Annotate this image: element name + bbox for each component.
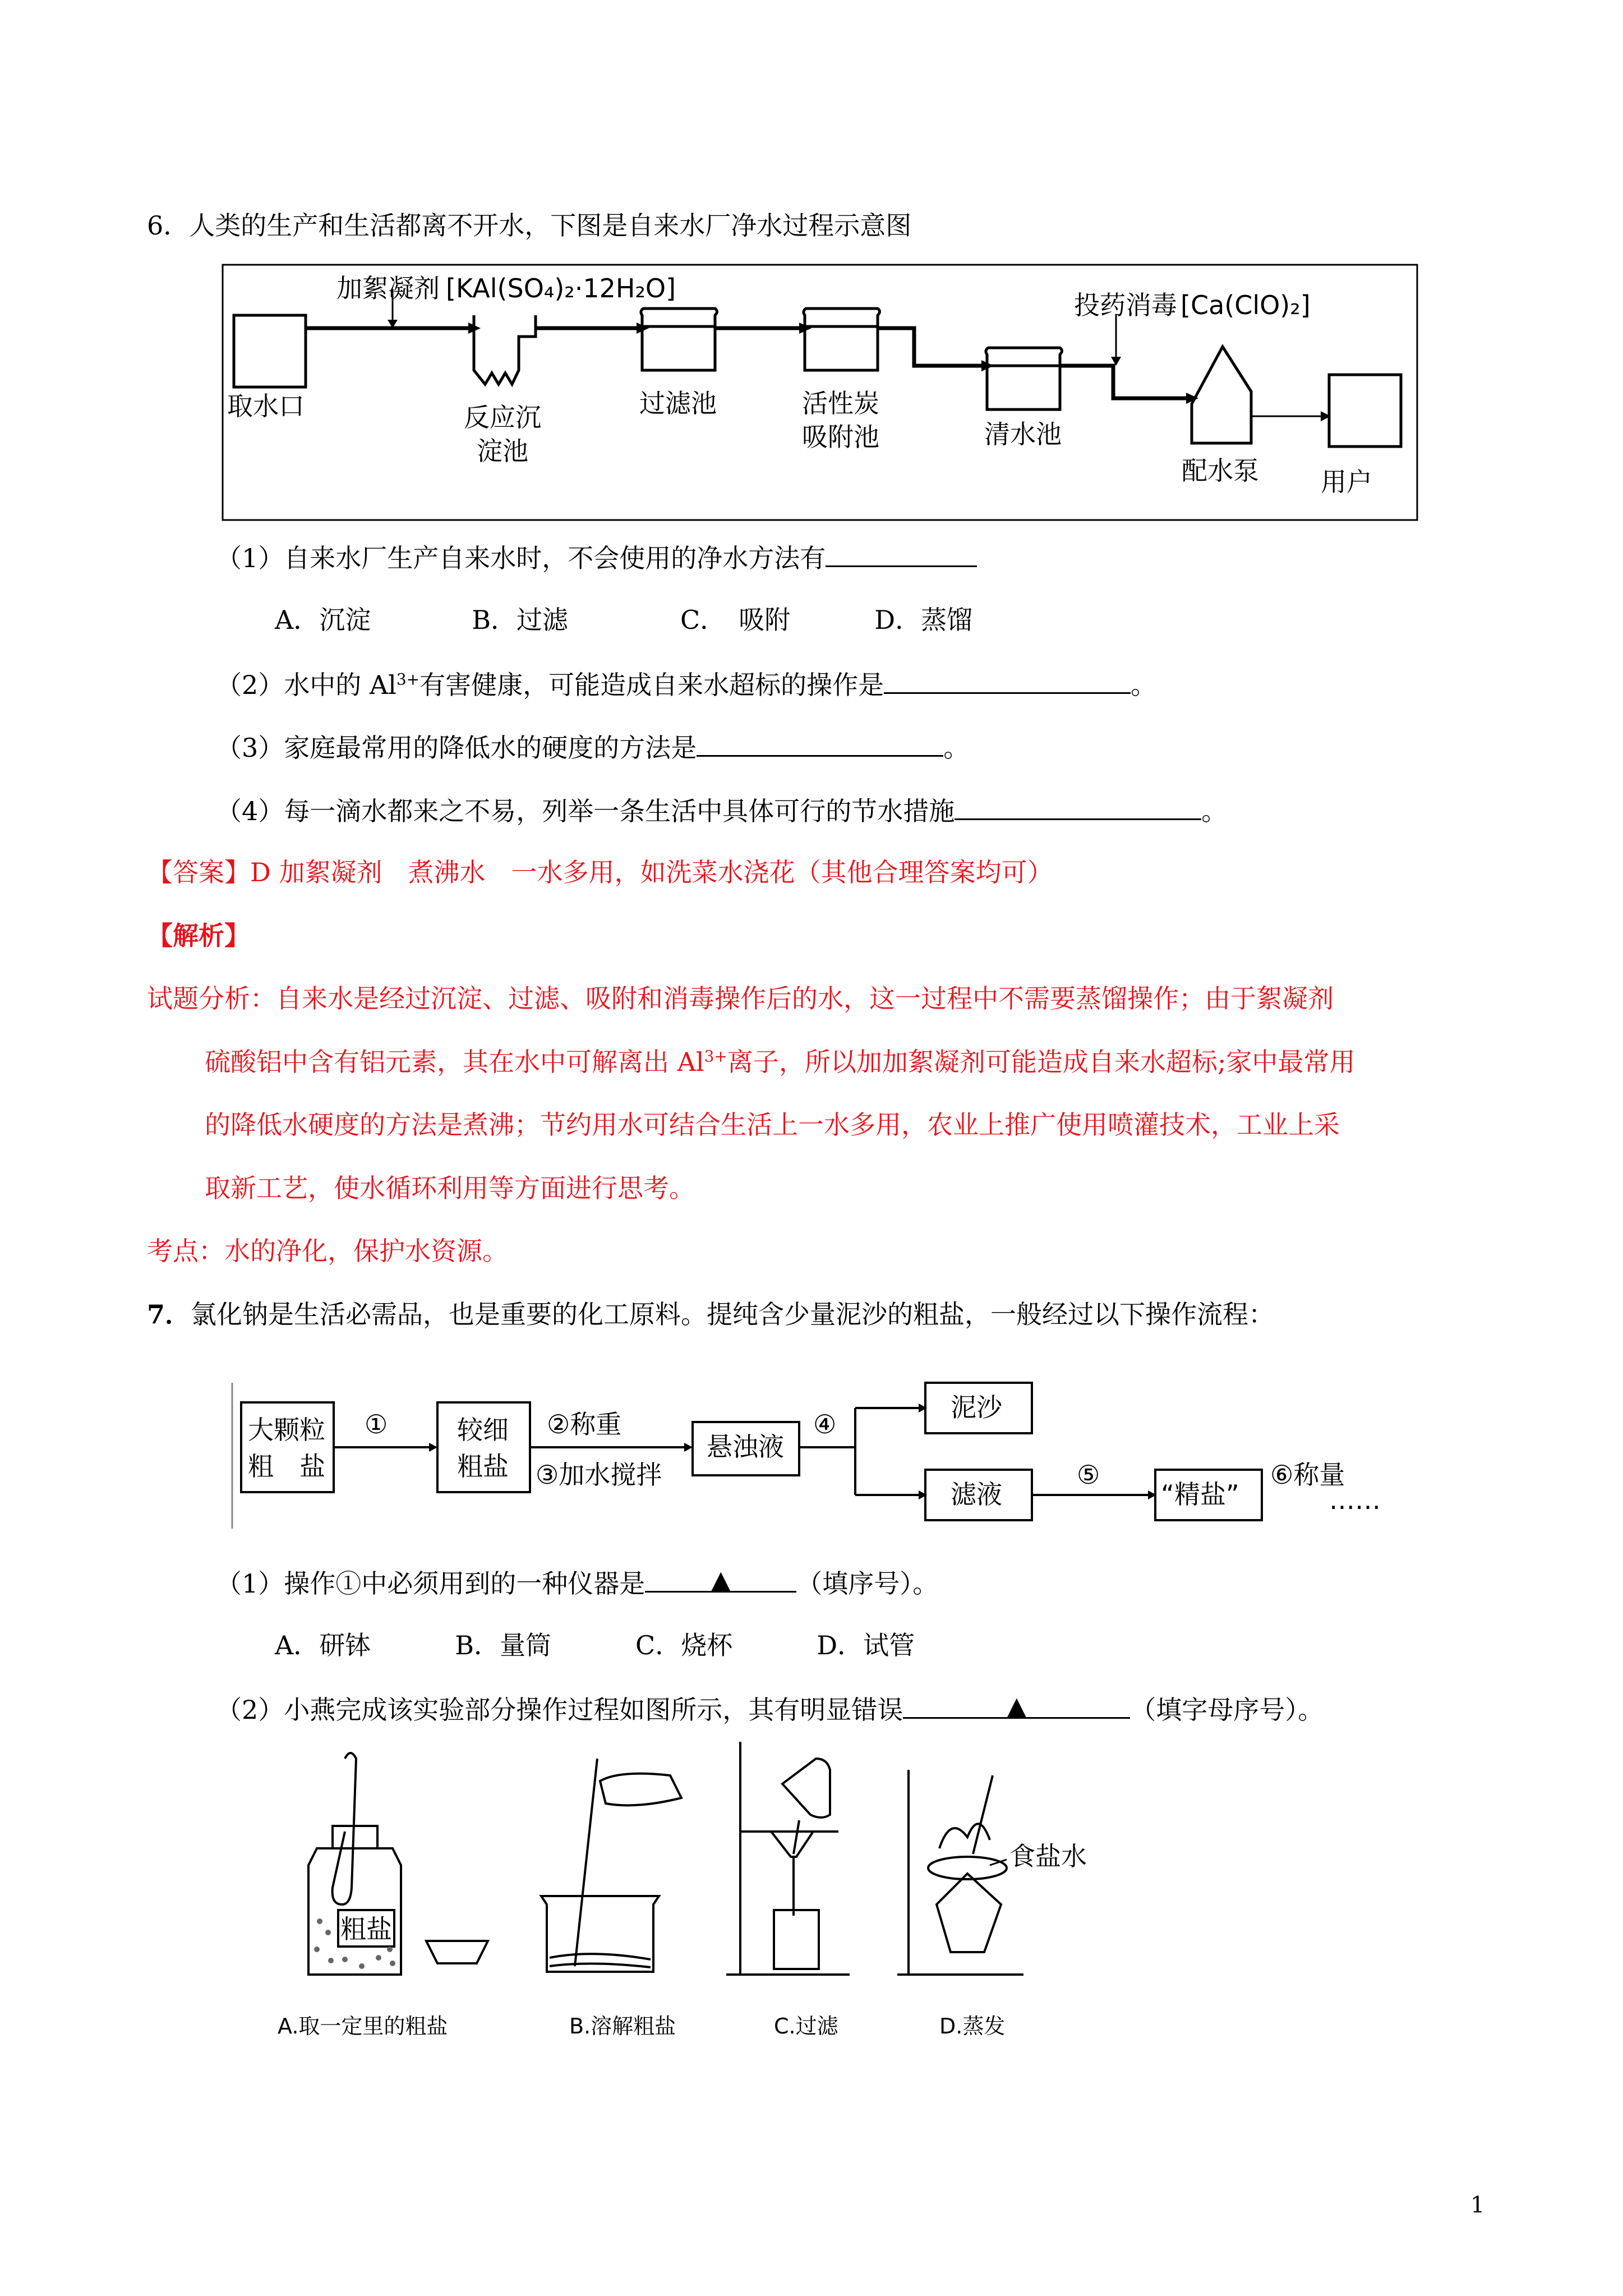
option-d: D．试管 bbox=[817, 1630, 915, 1660]
salt-purification-flow bbox=[230, 1372, 1396, 1534]
option-b: B．量筒 bbox=[455, 1630, 552, 1660]
coag-formula: [KAl(SO₄)₂·12H₂O] bbox=[446, 273, 676, 303]
q7-part2: （2）小燕完成该实验部分操作过程如图所示，其有明显错误 ▲ （填字母序号）。 bbox=[216, 1691, 1324, 1725]
q7-blank-1[interactable]: ▲ bbox=[645, 1565, 796, 1593]
carbon-label-2: 吸附池 bbox=[802, 422, 879, 452]
flow-box4: 泥沙 bbox=[951, 1392, 1002, 1423]
water-plant-diagram bbox=[222, 264, 1419, 522]
option-a: A．沉淀 bbox=[275, 605, 371, 635]
page-number: 1 bbox=[1470, 2192, 1485, 2218]
q7-stem: 7．氯化钠是生活必需品，也是重要的化工原料。提纯含少量泥沙的粗盐，一般经过以下操作流程： bbox=[147, 1299, 1275, 1329]
q6-blank-2[interactable] bbox=[884, 666, 1131, 694]
filtration-stand bbox=[726, 1742, 850, 1975]
q6-blank-3[interactable] bbox=[697, 729, 943, 757]
q7-part1: （1）操作①中必须用到的一种仪器是 ▲ （填序号）。 bbox=[216, 1565, 939, 1599]
user-label: 用户 bbox=[1321, 467, 1372, 497]
evaporating-dish bbox=[426, 1941, 488, 1963]
q6-answer: 【答案】D 加絮凝剂 煮沸水 一水多用，如洗菜水浇花（其他合理答案均可） bbox=[147, 857, 1053, 887]
q6-part3: （3）家庭最常用的降低水的硬度的方法是 。 bbox=[216, 729, 969, 765]
caption-a: A.取一定里的粗盐 bbox=[278, 2014, 448, 2039]
q6-analysis-line-4: 取新工艺，使水循环利用等方面进行思考。 bbox=[205, 1173, 695, 1203]
salt-water-label: 食盐水 bbox=[1009, 1841, 1087, 1871]
flow-box1-line1: 大颗粒 bbox=[248, 1415, 325, 1445]
lab-operation-figure bbox=[278, 1736, 1175, 2056]
pump bbox=[1192, 347, 1251, 443]
filter-tank bbox=[641, 309, 717, 370]
intake-label: 取水口 bbox=[227, 391, 305, 421]
flow-step6: ⑥称量 bbox=[1270, 1460, 1345, 1490]
sediment-label-2: 淀池 bbox=[477, 436, 528, 466]
flow-ellipsis: …… bbox=[1329, 1485, 1381, 1515]
intake-box bbox=[234, 315, 306, 387]
beaker-b bbox=[541, 1759, 681, 1972]
q6-part4: （4）每一滴水都来之不易，列举一条生活中具体可行的节水措施 。 bbox=[216, 793, 1227, 828]
clear-tank-label: 清水池 bbox=[984, 419, 1062, 449]
flow-step1: ① bbox=[365, 1409, 388, 1439]
carbon-tank bbox=[804, 309, 880, 370]
q6-analysis-line-1: 试题分析：自来水是经过沉淀、过滤、吸附和消毒操作后的水，这一过程中不需要蒸馏操作；由于絮凝剂 bbox=[147, 983, 1334, 1014]
q6-kaodian: 考点：水的净化，保护水资源。 bbox=[147, 1236, 508, 1266]
jar-label: 粗盐 bbox=[340, 1914, 392, 1944]
q6-part1-options bbox=[275, 603, 972, 637]
flow-step4: ④ bbox=[813, 1409, 837, 1439]
flow-box3: 悬浊液 bbox=[707, 1432, 784, 1462]
q6-analysis-heading: 【解析】 bbox=[147, 921, 250, 951]
q6-analysis-line-2: 硫酸铝中含有铝元素，其在水中可解离出 $Al^{3+}$离子，所以加加絮凝剂可能造成自来水超标;家中最常用 bbox=[205, 1047, 1355, 1077]
q6-blank-1[interactable] bbox=[826, 540, 977, 567]
flow-box2-line2: 粗盐 bbox=[457, 1451, 509, 1481]
q7-part1-options bbox=[275, 1628, 915, 1662]
coag-label: 加絮凝剂 bbox=[336, 273, 440, 303]
filter-label: 过滤池 bbox=[639, 388, 717, 418]
sediment-label-1: 反应沉 bbox=[464, 402, 541, 432]
flow-box2-line1: 较细 bbox=[457, 1415, 509, 1445]
disinfect-label: 投药消毒 bbox=[1074, 290, 1177, 320]
flow-box1-line2: 粗 盐 bbox=[248, 1451, 325, 1481]
flow-box6: “精盐” bbox=[1161, 1479, 1239, 1510]
q6-stem: 6．人类的生产和生活都离不开水，下图是自来水厂净水过程示意图 bbox=[147, 210, 912, 241]
sediment-tank bbox=[474, 315, 536, 384]
option-d: D．蒸馏 bbox=[874, 605, 973, 635]
caption-b: B.溶解粗盐 bbox=[569, 2014, 676, 2039]
option-c: C．烧杯 bbox=[635, 1630, 733, 1660]
q6-part1: （1）自来水厂生产自来水时，不会使用的净水方法有 bbox=[216, 540, 977, 575]
option-a: A．研钵 bbox=[275, 1630, 371, 1660]
option-c: C． 吸附 bbox=[680, 605, 791, 635]
pump-label: 配水泵 bbox=[1182, 455, 1259, 486]
caption-d: D.蒸发 bbox=[939, 2014, 1006, 2039]
user-box bbox=[1329, 375, 1401, 447]
evaporation-stand bbox=[897, 1770, 1023, 1975]
flow-step3: ③加水搅拌 bbox=[536, 1460, 662, 1490]
disinfect-formula: [Ca(ClO)₂] bbox=[1181, 290, 1311, 320]
q7-blank-2[interactable]: ▲ bbox=[903, 1691, 1130, 1719]
flow-step2: ②称重 bbox=[547, 1409, 622, 1439]
q6-blank-4[interactable] bbox=[955, 793, 1201, 820]
clear-tank bbox=[986, 348, 1062, 409]
carbon-label-1: 活性炭 bbox=[802, 388, 879, 418]
caption-c: C.过滤 bbox=[774, 2014, 838, 2039]
flow-step5: ⑤ bbox=[1077, 1460, 1100, 1490]
flow-box5: 滤液 bbox=[951, 1479, 1002, 1510]
q6-analysis-line-3: 的降低水硬度的方法是煮沸；节约用水可结合生活上一水多用，农业上推广使用喷灌技术，工业上采 bbox=[205, 1110, 1340, 1140]
q6-part2: （2）水中的 $Al^{3+}$有害健康，可能造成自来水超标的操作是 。 bbox=[216, 666, 1156, 702]
option-b: B．过滤 bbox=[472, 605, 569, 635]
